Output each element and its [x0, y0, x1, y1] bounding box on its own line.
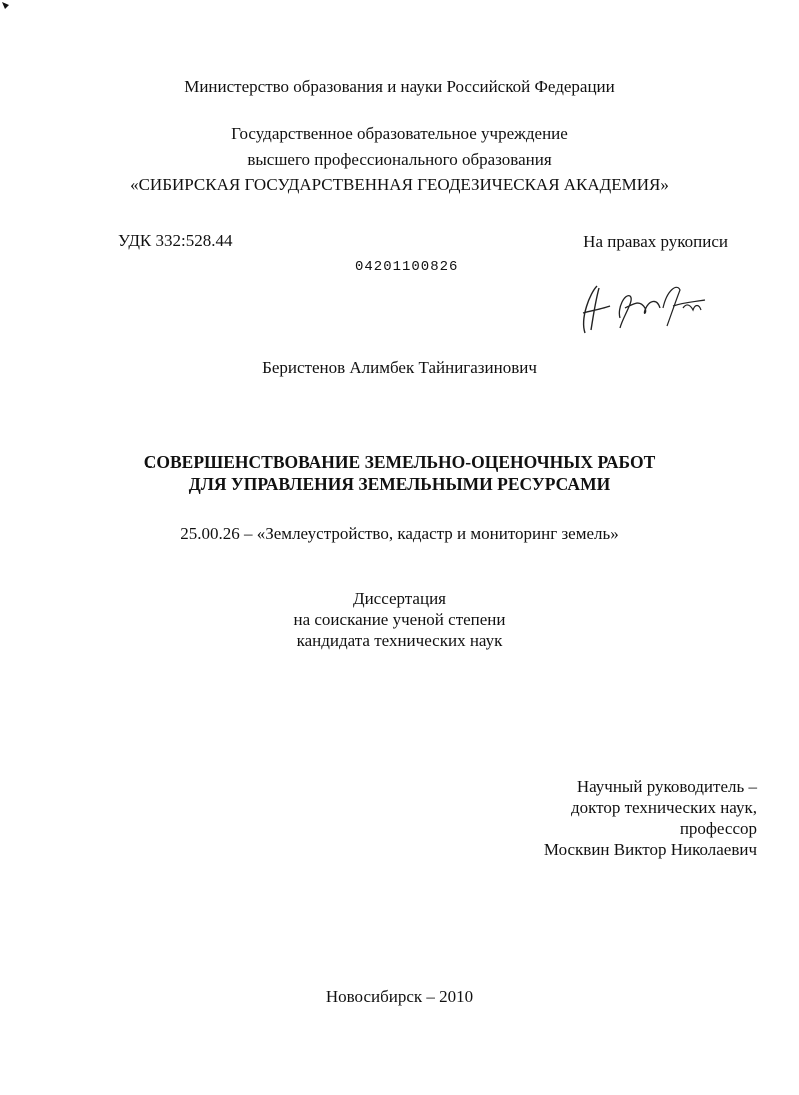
scan-corner-mark-icon	[2, 2, 12, 12]
udk-code: УДК 332:528.44	[118, 231, 233, 250]
supervisor-degree: доктор технических наук,	[570, 798, 757, 817]
signature-icon	[565, 278, 715, 338]
author-name: Беристенов Алимбек Тайнигазинович	[262, 358, 537, 377]
specialty-code: 25.00.26 – «Землеустройство, кадастр и мониторинг земель»	[180, 524, 619, 543]
city-year: Новосибирск – 2010	[325, 987, 474, 1006]
degree-line-1: Диссертация	[352, 589, 446, 608]
institution-line-1: Государственное образовательное учреждение	[231, 124, 568, 143]
degree-line-3: кандидата технических наук	[296, 631, 503, 650]
dissertation-title-line-1: СОВЕРШЕНСТВОВАНИЕ ЗЕМЕЛЬНО-ОЦЕНОЧНЫХ РАБОТ	[143, 452, 656, 472]
supervisor-name: Москвин Виктор Николаевич	[543, 840, 757, 859]
institution-name: «СИБИРСКАЯ ГОСУДАРСТВЕННАЯ ГЕОДЕЗИЧЕСКАЯ АКАДЕМИЯ»	[130, 175, 669, 194]
dissertation-title-line-2: ДЛЯ УПРАВЛЕНИЯ ЗЕМЕЛЬНЫМИ РЕСУРСАМИ	[188, 474, 611, 494]
ministry-line: Министерство образования и науки Российской Федерации	[184, 77, 615, 96]
supervisor-role: Научный руководитель –	[576, 777, 757, 796]
degree-line-2: на соискание ученой степени	[293, 610, 506, 629]
registration-number: 04201100826	[355, 259, 459, 275]
institution-line-2: высшего профессионального образования	[247, 150, 552, 169]
manuscript-rights: На правах рукописи	[583, 232, 728, 251]
supervisor-title: профессор	[679, 819, 757, 838]
